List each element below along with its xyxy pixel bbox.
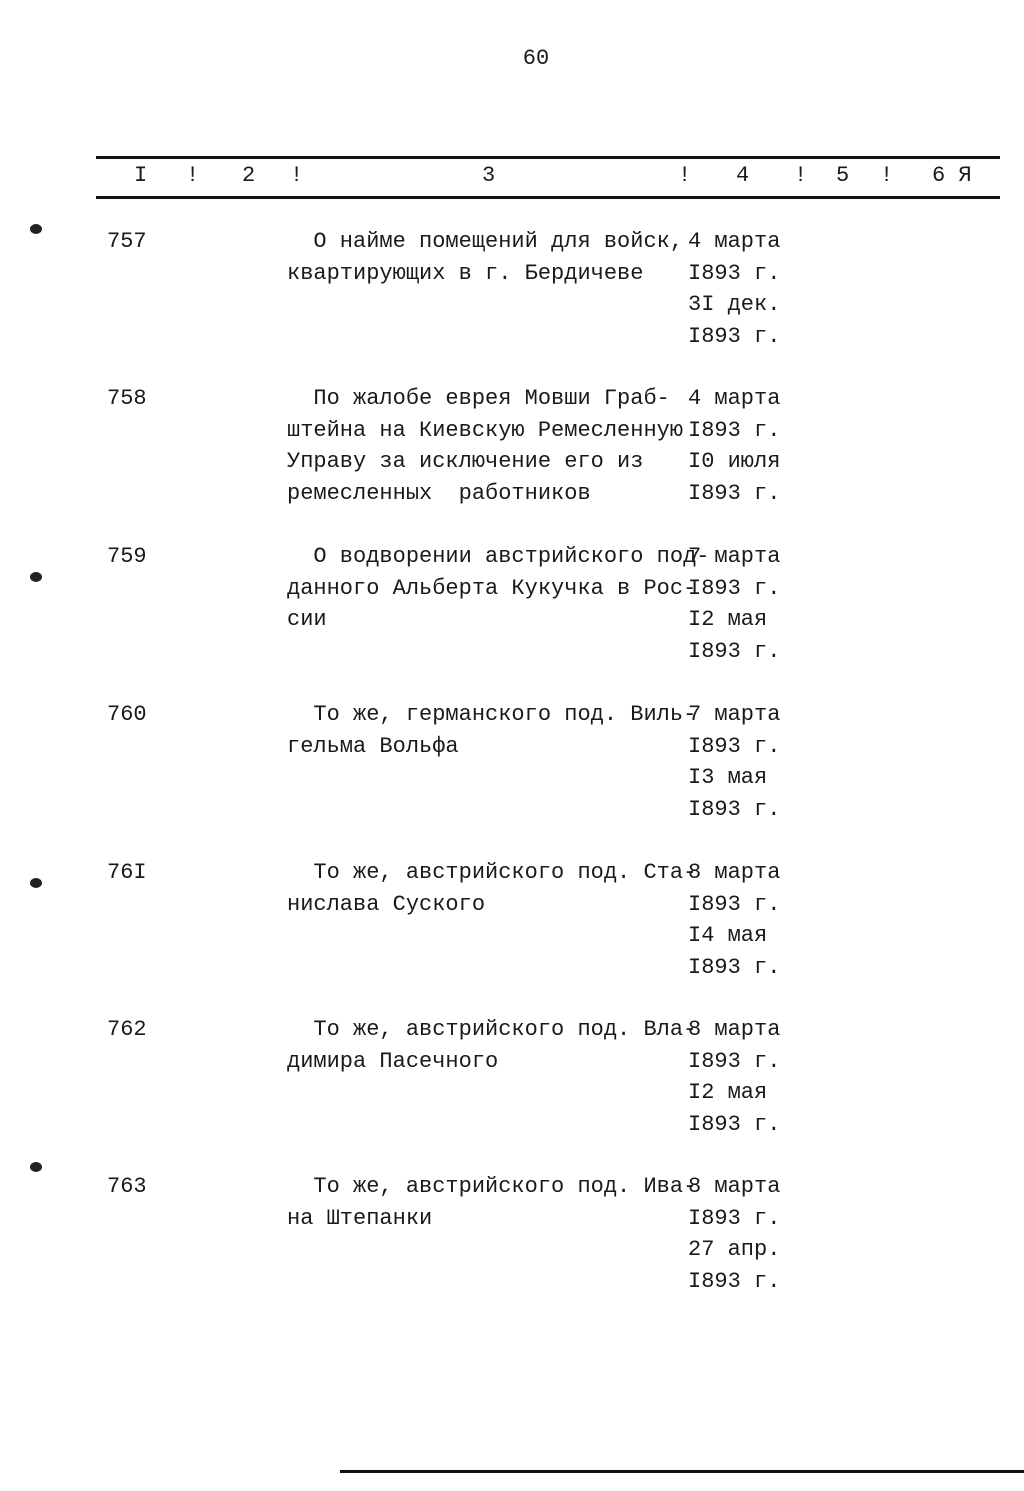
header-col3: 3	[482, 163, 496, 188]
record-number: 757	[107, 229, 147, 254]
header-col2: 2	[242, 163, 256, 188]
header-bottom-rule	[96, 196, 1000, 199]
record-number: 763	[107, 1174, 147, 1199]
record-number: 762	[107, 1017, 147, 1042]
date-line: I2 мая	[688, 607, 768, 632]
record-dates	[688, 1171, 780, 1297]
description-line: То же, австрийского под. Ста-	[287, 860, 697, 885]
date-line: I893 г.	[688, 638, 781, 664]
description-line: сии	[287, 607, 327, 632]
header-sep: !	[290, 163, 304, 188]
date-line: I893 г.	[688, 954, 781, 980]
date-line: I893 г.	[688, 733, 781, 759]
record-number: 760	[107, 702, 147, 727]
description-line: О найме помещений для войск,	[287, 229, 684, 254]
header-sep: !	[678, 163, 692, 188]
record-description	[287, 1014, 696, 1077]
header-sep: !	[186, 163, 200, 188]
punch-hole-mark	[30, 878, 42, 888]
bottom-rule	[340, 1470, 1024, 1473]
date-line: I893 г.	[688, 417, 781, 443]
punch-hole-mark	[30, 1162, 42, 1172]
date-line: I893 г.	[688, 1268, 781, 1294]
header-col1: I	[134, 163, 148, 188]
date-line: I893 г.	[688, 1048, 781, 1074]
record-dates	[688, 226, 780, 352]
date-line: 8 марта	[688, 860, 781, 885]
header-sep: !	[880, 163, 894, 188]
date-line: 4 марта	[688, 229, 781, 254]
date-line: I0 июля	[688, 449, 781, 474]
record-number: 76I	[107, 860, 147, 885]
description-line: То же, германского под. Виль-	[287, 702, 697, 727]
record-dates	[688, 541, 780, 667]
record-description	[287, 1171, 696, 1234]
record-description	[287, 699, 696, 762]
description-line: на Штепанки	[287, 1205, 433, 1231]
description-line: ремесленных работников	[287, 480, 591, 506]
description-line: штейна на Киевскую Ремесленную	[287, 417, 684, 443]
record-number: 758	[107, 386, 147, 411]
date-line: 8 марта	[688, 1174, 781, 1199]
record-description	[287, 541, 709, 636]
date-line: I4 мая	[688, 923, 768, 948]
date-line: 3I дек.	[688, 292, 781, 317]
date-line: I893 г.	[688, 891, 781, 917]
date-line: I893 г.	[688, 1111, 781, 1137]
date-line: 7 марта	[688, 702, 781, 727]
record-description	[287, 226, 683, 289]
header-col4: 4	[736, 163, 750, 188]
date-line: I893 г.	[688, 480, 781, 506]
record-dates	[688, 1014, 780, 1140]
date-line: 27 апр.	[688, 1237, 781, 1262]
record-dates	[688, 699, 780, 825]
description-line: нислава Суского	[287, 891, 486, 917]
page-number: 60	[522, 46, 550, 71]
punch-hole-mark	[30, 572, 42, 582]
date-line: I2 мая	[688, 1080, 768, 1105]
record-number: 759	[107, 544, 147, 569]
description-line: О водворении австрийского под-	[287, 544, 710, 569]
description-line: По жалобе еврея Мовши Граб-	[287, 386, 670, 411]
header-top-rule	[96, 156, 1000, 159]
record-description	[287, 383, 683, 509]
description-line: гельма Вольфа	[287, 733, 459, 759]
date-line: I893 г.	[688, 323, 781, 349]
date-line: I893 г.	[688, 575, 781, 601]
header-col5: 5	[836, 163, 850, 188]
date-line: 7 марта	[688, 544, 781, 569]
header-sep: !	[794, 163, 808, 188]
description-line: Управу за исключение его из	[287, 449, 644, 474]
description-line: димира Пасечного	[287, 1048, 499, 1074]
description-line: данного Альберта Кукучка в Рос-	[287, 575, 697, 601]
record-dates	[688, 383, 780, 509]
description-line: То же, австрийского под. Вла-	[287, 1017, 697, 1042]
date-line: I893 г.	[688, 260, 781, 286]
punch-hole-mark	[30, 224, 42, 234]
description-line: квартирующих в г. Бердичеве	[287, 260, 644, 286]
date-line: I893 г.	[688, 1205, 781, 1231]
date-line: 8 марта	[688, 1017, 781, 1042]
date-line: I3 мая	[688, 765, 768, 790]
header-col6: 6 Я	[932, 163, 972, 188]
description-line: То же, австрийского под. Ива-	[287, 1174, 697, 1199]
record-description	[287, 857, 696, 920]
date-line: I893 г.	[688, 796, 781, 822]
date-line: 4 марта	[688, 386, 781, 411]
record-dates	[688, 857, 780, 983]
